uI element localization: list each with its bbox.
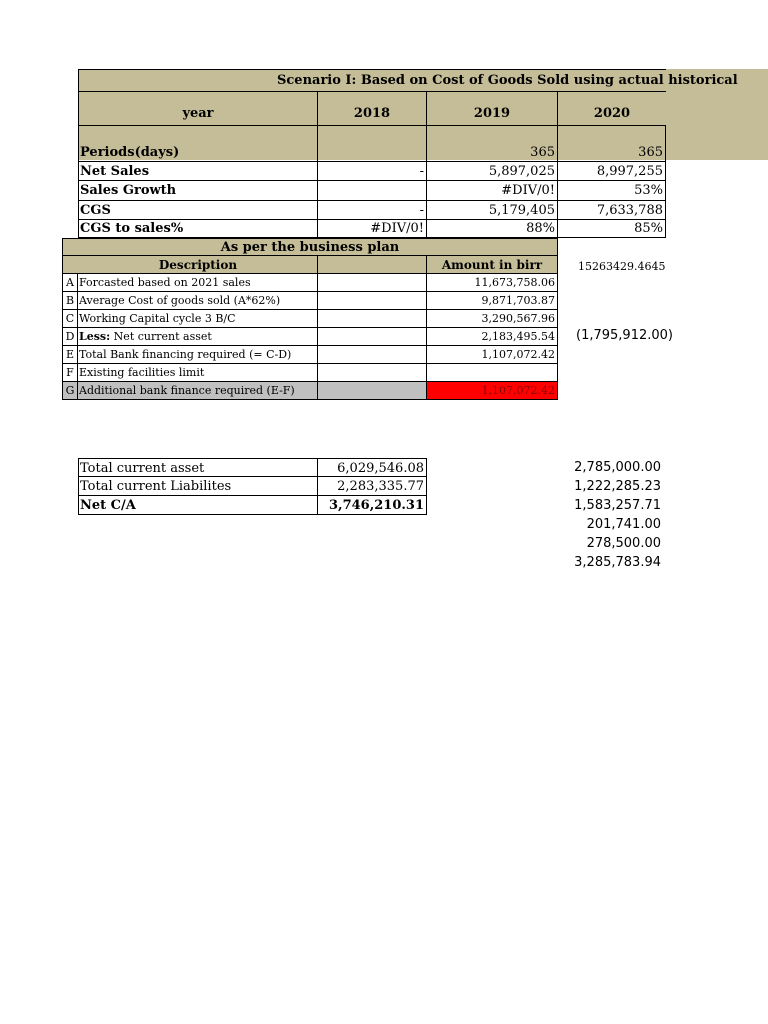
ca-row-label: Net C/A <box>78 496 318 515</box>
row-net-sales-y2020: 8,997,255 <box>558 162 666 181</box>
plan-row-letter: B <box>62 292 78 310</box>
plan-row-blank <box>318 382 427 400</box>
plan-row-letter: C <box>62 310 78 328</box>
row-sales-growth-y2018 <box>318 181 427 201</box>
side-list-value: 1,222,285.23 <box>574 479 661 494</box>
plan-row-amount: 9,871,703.87 <box>427 292 558 310</box>
plan-row-description <box>78 292 318 310</box>
plan-row-description-text: Additional bank finance required (E-F) <box>79 384 295 397</box>
plan-row-description <box>78 346 318 364</box>
plan-row-amount: 11,673,758.06 <box>427 274 558 292</box>
row-cgs-to-sales-y2019: 88% <box>427 220 558 238</box>
plan-row-description-text: Working Capital cycle 3 B/C <box>79 312 236 325</box>
year-2019-header: 2019 <box>427 91 558 126</box>
plan-row-description-text: Forcasted based on 2021 sales <box>79 276 251 289</box>
row-net-sales-y2019: 5,897,025 <box>427 162 558 181</box>
plan-row-amount: 2,183,495.54 <box>427 328 558 346</box>
periods-divider <box>78 125 666 143</box>
row-periods-days-y2020: 365 <box>558 143 666 162</box>
ca-row-label: Total current asset <box>78 458 318 477</box>
plan-row-description-bold: Less: <box>79 330 111 343</box>
plan-row-description-text: Total Bank financing required (= C-D) <box>79 348 292 361</box>
ca-row-label: Total current Liabilites <box>78 477 318 496</box>
right-tan-block <box>666 125 768 160</box>
plan-row-description <box>78 328 318 346</box>
row-cgs-y2020: 7,633,788 <box>558 201 666 220</box>
row-net-sales-label: Net Sales <box>78 162 318 181</box>
row-periods-days-label: Periods(days) <box>78 143 318 162</box>
plan-row-description-text: Existing facilities limit <box>79 366 205 379</box>
plan-row-letter: F <box>62 364 78 382</box>
year-2020-header: 2020 <box>558 91 666 126</box>
year-label: year <box>78 91 318 126</box>
periods-col-divider <box>426 125 427 143</box>
plan-row-amount <box>427 364 558 382</box>
periods-col-divider <box>317 125 318 143</box>
plan-row-blank <box>318 292 427 310</box>
plan-row-description <box>78 364 318 382</box>
plan-desc-header: Description <box>62 256 318 274</box>
ca-row-value: 2,283,335.77 <box>318 477 427 496</box>
plan-row-side-value: (1,795,912.00) <box>576 328 673 343</box>
plan-row-letter: G <box>62 382 78 400</box>
row-sales-growth-label: Sales Growth <box>78 181 318 201</box>
additional-finance-amount: 1,107,072.42 <box>427 382 558 400</box>
year-2018-header: 2018 <box>318 91 427 126</box>
plan-row-letter: D <box>62 328 78 346</box>
row-cgs-to-sales-label: CGS to sales% <box>78 220 318 238</box>
plan-blank-header <box>318 256 427 274</box>
row-periods-days-y2019: 365 <box>427 143 558 162</box>
ca-row-value: 3,746,210.31 <box>318 496 427 515</box>
plan-row-description <box>78 310 318 328</box>
plan-row-blank <box>318 346 427 364</box>
row-cgs-y2018: - <box>318 201 427 220</box>
plan-row-blank <box>318 364 427 382</box>
plan-row-blank <box>318 274 427 292</box>
side-list-value: 3,285,783.94 <box>574 555 661 570</box>
plan-row-blank <box>318 328 427 346</box>
periods-col-divider <box>557 125 558 143</box>
plan-row-letter: A <box>62 274 78 292</box>
plan-row-letter: E <box>62 346 78 364</box>
side-list-value: 2,785,000.00 <box>574 460 661 475</box>
row-net-sales-y2018: - <box>318 162 427 181</box>
plan-row-description <box>78 382 318 400</box>
side-list-value: 1,583,257.71 <box>574 498 661 513</box>
row-sales-growth-y2020: 53% <box>558 181 666 201</box>
plan-title: As per the business plan <box>62 238 558 256</box>
row-cgs-to-sales-y2020: 85% <box>558 220 666 238</box>
ca-row-value: 6,029,546.08 <box>318 458 427 477</box>
plan-row-description <box>78 274 318 292</box>
plan-row-description-text: Net current asset <box>110 330 212 343</box>
row-cgs-to-sales-y2018: #DIV/0! <box>318 220 427 238</box>
scenario-title: Scenario I: Based on Cost of Goods Sold using actual historical <box>78 69 666 91</box>
plan-row-blank <box>318 310 427 328</box>
side-list-value: 201,741.00 <box>586 517 661 532</box>
side-list-value: 278,500.00 <box>586 536 661 551</box>
plan-row-description-text: Average Cost of goods sold (A*62%) <box>79 294 281 307</box>
row-periods-days-y2018 <box>318 143 427 162</box>
row-sales-growth-y2019: #DIV/0! <box>427 181 558 201</box>
row-cgs-y2019: 5,179,405 <box>427 201 558 220</box>
plan-row-amount: 1,107,072.42 <box>427 346 558 364</box>
plan-amount-header: Amount in birr <box>427 256 558 274</box>
plan-side-value: 15263429.4645 <box>578 260 666 273</box>
row-cgs-label: CGS <box>78 201 318 220</box>
plan-row-amount: 3,290,567.96 <box>427 310 558 328</box>
